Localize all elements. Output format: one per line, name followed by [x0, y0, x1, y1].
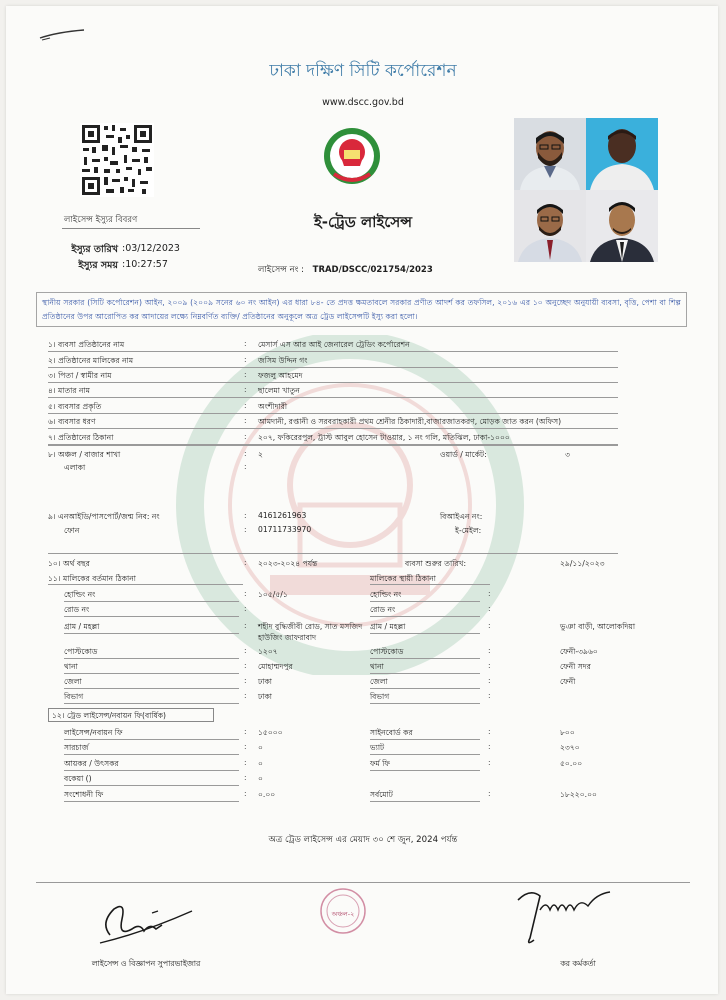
field-divider	[48, 382, 618, 383]
business-start-label: ব্যবসা শুরুর তারিখ:	[405, 559, 467, 568]
permanent-address-value: ফেনী	[560, 677, 576, 686]
permanent-address-colon: :	[488, 691, 491, 700]
zone-label: ৮। অঞ্চল / বাজার শাখা	[48, 450, 121, 459]
address-label: জেলা	[64, 677, 82, 686]
address-divider	[370, 633, 480, 634]
divider-fiscal	[48, 553, 618, 554]
current-address-value: ঢাকা	[258, 692, 273, 701]
fee-right-value: ৮০০	[560, 728, 575, 737]
current-address-value: ১২০৭	[258, 647, 278, 656]
fee-right-value: ১৮২২০.০০	[560, 790, 597, 799]
permanent-address-value: ভুঞা বাড়ী, আলোকদিয়া	[560, 622, 636, 631]
nid-value: 4161261963	[258, 511, 307, 520]
address-divider	[370, 658, 480, 659]
address-divider	[64, 616, 239, 617]
qr-code	[80, 123, 154, 197]
org-name: ঢাকা দক্ষিণ সিটি কর্পোরেশন	[269, 61, 457, 81]
field-label: ১। ব্যবসা প্রতিষ্ঠানের নাম	[48, 340, 125, 349]
fee-divider	[64, 754, 239, 755]
permanent-address-underline	[370, 584, 490, 585]
address-label: বিভাগ	[64, 692, 84, 701]
issue-details-heading: লাইসেন্স ইস্যুর বিবরণ	[64, 215, 138, 225]
field-label: ৩। পিতা / স্বামীর নাম	[48, 371, 112, 380]
stamp-text: অঞ্চল-২	[331, 910, 355, 918]
supervisor-signature-label: লাইসেন্স ও বিজ্ঞাপন সুপারভাইজার	[91, 959, 201, 968]
zone-colon: :	[244, 449, 247, 458]
address-divider	[370, 673, 480, 674]
issue-date-row	[26, 243, 180, 258]
field-colon: :	[244, 385, 247, 394]
license-number-value: TRAD/DSCC/021754/2023	[312, 265, 433, 275]
fee-right-label: ফর্ম ফি	[370, 759, 390, 768]
field-value: ২০৭, ফকিরেরপুল, ট্রাস্ট আবুল হোসেন টাওয়ার, ১ নং গলি, মতিঝিল, ঢাকা-১০০০	[258, 433, 510, 442]
issue-time-label: ইস্যুর সময়	[78, 260, 118, 271]
field-divider	[48, 428, 618, 429]
area-colon: :	[244, 462, 247, 471]
current-address-heading: ১১। মালিকের বর্তমান ঠিকানা	[48, 574, 136, 583]
field-value: ছালেমা খাতুন	[258, 386, 300, 395]
current-address-underline	[48, 584, 243, 585]
field-divider	[48, 351, 618, 352]
fee-right-colon: :	[488, 742, 491, 751]
bin-label: বিআইএন নং:	[440, 512, 483, 521]
fee-colon: :	[244, 742, 247, 751]
permanent-address-label: হোল্ডিং নং	[370, 590, 402, 599]
legal-paragraph: স্থানীয় সরকার (সিটি কর্পোরেশন) আইন, ২০০৯ (২০০৯ সনের ৬০ নং আইন) এর ধারা ৮৪- তে প্রদত্ত ক্ষমতাবলে সরকার প্রণীত আদর্শ কর তফসিল, ২০১৬ এর ১০ অনুচ্ছেদ অনুযায়ী ব্যবসা, বৃত্তি, পেশা বা শিল্প প্রতিষ্ঠানের উপর আরোপিত কর আদায়ের লক্ষ্যে নিম্নবর্ণিত ব্যক্তি/ প্রতিষ্ঠানের অনুকূলে অত্র ট্রেড লাইসেন্সটি ইস্যু করা হলো।	[36, 292, 687, 327]
field-colon: :	[244, 416, 247, 425]
ward-label: ওয়ার্ড / মার্কেট:	[440, 450, 487, 459]
permanent-address-label: জেলা	[370, 677, 388, 686]
address-divider	[64, 703, 239, 704]
address-label: থানা	[64, 662, 78, 671]
field-colon: :	[244, 339, 247, 348]
owner-photos	[514, 118, 658, 262]
field-label: ৪। মাতার নাম	[48, 386, 90, 395]
permanent-address-label: থানা	[370, 662, 384, 671]
address-label: হোল্ডিং নং	[64, 590, 96, 599]
issue-time-row	[26, 259, 168, 274]
fee-value: ০	[258, 743, 263, 752]
address-colon: :	[244, 646, 247, 655]
tax-officer-signature-label: কর কর্মকর্তা	[560, 959, 596, 968]
business-start-value: ২৯/১১/২০২৩	[560, 559, 605, 568]
supervisor-signature	[92, 893, 202, 953]
field-value: মেসার্স এস আর আই জেনারেল ট্রেডিং কর্পোরেশন	[258, 340, 410, 349]
permanent-address-value: ফেনী-৩৯৬০	[560, 647, 598, 656]
tax-officer-signature	[518, 892, 610, 943]
fee-label: সারচার্জ	[64, 743, 89, 752]
current-address-value: শহীদ বুদ্ধিজীবী রোড, সাত মসজিদ হাউজিং জাফরাবাদ	[258, 622, 363, 642]
current-address-value: ১০৫/৫/১	[258, 590, 288, 599]
address-colon: :	[244, 589, 247, 598]
permanent-address-label: গ্রাম / মহল্লা	[370, 622, 406, 631]
nid-label: ৯। এনআইডি/পাসপোর্ট/জন্ম নিব: নং	[48, 512, 160, 521]
fee-colon: :	[244, 727, 247, 736]
field-value: ফজলু আহমেদ	[258, 371, 303, 380]
owner-photo-1	[514, 118, 586, 190]
divider-zone	[48, 445, 618, 446]
permanent-address-label: পোস্টকোড	[370, 647, 404, 656]
fee-divider	[370, 770, 480, 771]
address-colon: :	[244, 661, 247, 670]
address-label: রোড নং	[64, 605, 90, 614]
address-divider	[64, 658, 239, 659]
permanent-address-colon: :	[488, 621, 491, 630]
address-divider	[370, 601, 480, 602]
license-number-row	[258, 263, 433, 277]
address-divider	[370, 688, 480, 689]
permanent-address-label: বিভাগ	[370, 692, 390, 701]
field-label: ৭। প্রতিষ্ঠানের ঠিকানা	[48, 433, 114, 442]
fee-divider	[64, 739, 239, 740]
fee-divider	[370, 754, 480, 755]
field-value: আমদানী, রপ্তানী ও সরবরাহকারী প্রথম শ্রেনীর ঠিকাদারী,বাজারজাতকরণ, মোড়ক জাত করন (অফিস)	[258, 417, 562, 426]
fee-colon: :	[244, 789, 247, 798]
permanent-address-colon: :	[488, 676, 491, 685]
field-colon: :	[244, 355, 247, 364]
website-url: www.dscc.gov.bd	[322, 97, 404, 108]
fee-label: সংশোধনী ফি	[64, 790, 104, 799]
field-divider	[48, 397, 618, 398]
license-number-label: লাইসেন্স নং :	[258, 265, 304, 275]
issue-time-value: :10:27:57	[122, 259, 168, 270]
address-colon: :	[244, 621, 247, 630]
address-colon: :	[244, 676, 247, 685]
field-divider	[48, 367, 618, 368]
address-colon: :	[244, 604, 247, 613]
field-colon: :	[244, 401, 247, 410]
email-label: ই-মেইল:	[455, 526, 482, 535]
field-value: অংশীদারী	[258, 402, 288, 411]
field-divider	[48, 413, 618, 414]
fiscal-colon: :	[244, 558, 247, 567]
current-address-value: মোহাম্মদপুর	[258, 662, 293, 671]
document-title: ই-ট্রেড লাইসেন্স	[313, 213, 413, 231]
dscc-emblem-icon	[320, 122, 384, 194]
address-divider	[64, 633, 239, 634]
fee-right-label: সাইনবোর্ড কর	[370, 728, 413, 737]
address-divider	[370, 703, 480, 704]
permanent-address-value: ফেনী সদর	[560, 662, 591, 671]
fees-heading: ১২। ট্রেড লাইসেন্স/নবায়ন ফি(বার্ষিক)	[52, 711, 167, 720]
permanent-address-colon: :	[488, 604, 491, 613]
fee-label: বকেয়া ()	[64, 774, 92, 783]
fee-label: আয়কর / উৎসকর	[64, 759, 119, 768]
address-divider	[64, 688, 239, 689]
field-label: ৬। ব্যবসার ধরণ	[48, 417, 96, 426]
nid-colon: :	[244, 511, 247, 520]
area-label: এলাকা	[64, 463, 86, 472]
issue-date-value: :03/12/2023	[122, 243, 180, 254]
phone-label: ফোন	[64, 526, 80, 535]
fee-right-colon: :	[488, 727, 491, 736]
permanent-address-colon: :	[488, 589, 491, 598]
address-colon: :	[244, 691, 247, 700]
fee-divider	[370, 739, 480, 740]
field-colon: :	[244, 432, 247, 441]
fee-label: লাইসেন্স/নবায়ন ফি	[64, 728, 123, 737]
permanent-address-colon: :	[488, 646, 491, 655]
zone-value: ২	[258, 450, 263, 459]
fee-value: ০	[258, 759, 263, 768]
permanent-address-colon: :	[488, 661, 491, 670]
fiscal-year-label: ১০। অর্থ বছর	[48, 559, 90, 568]
phone-colon: :	[244, 525, 247, 534]
fee-value: ১৫০০০	[258, 728, 283, 737]
address-divider	[370, 616, 480, 617]
fee-value: ০	[258, 774, 263, 783]
current-address-value: ঢাকা	[258, 677, 273, 686]
address-divider	[64, 601, 239, 602]
fee-right-colon: :	[488, 758, 491, 767]
permanent-address-label: রোড নং	[370, 605, 396, 614]
pen-scribble	[38, 26, 88, 42]
permanent-address-heading: মালিকের স্থায়ী ঠিকানা	[370, 574, 436, 583]
fee-divider	[64, 801, 239, 802]
fee-right-value: ৫০.০০	[560, 759, 583, 768]
ward-value: ৩	[565, 450, 570, 459]
fee-divider	[64, 770, 239, 771]
issue-date-label: ইস্যুর তারিখ	[71, 244, 118, 255]
fee-right-label: সর্বমোট	[370, 790, 393, 799]
field-label: ৫। ব্যবসার প্রকৃতি	[48, 402, 102, 411]
fee-colon: :	[244, 773, 247, 782]
fiscal-year-value: ২০২৩-২০২৪ পর্যন্ত	[258, 559, 318, 568]
phone-value: 01711733970	[258, 525, 312, 534]
field-label: ২। প্রতিষ্ঠানের মালিকের নাম	[48, 356, 134, 365]
validity-statement: অত্র ট্রেড লাইসেন্স এর মেয়াদ ৩০ শে জুন, 2024 পর্যন্ত	[268, 835, 458, 845]
fee-colon: :	[244, 758, 247, 767]
address-label: গ্রাম / মহল্লা	[64, 622, 100, 631]
address-label: পোস্টকোড	[64, 647, 98, 656]
fee-right-label: ভ্যাট	[370, 743, 385, 752]
fee-value: ০.০০	[258, 790, 276, 799]
field-colon: :	[244, 370, 247, 379]
address-divider	[64, 673, 239, 674]
fee-right-value: ২৩৭০	[560, 743, 580, 752]
owner-photo-2	[586, 118, 658, 190]
fee-right-colon: :	[488, 789, 491, 798]
fee-divider	[64, 785, 239, 786]
fee-divider	[370, 801, 480, 802]
field-value: জসিম উদ্দিন গং	[258, 356, 308, 365]
